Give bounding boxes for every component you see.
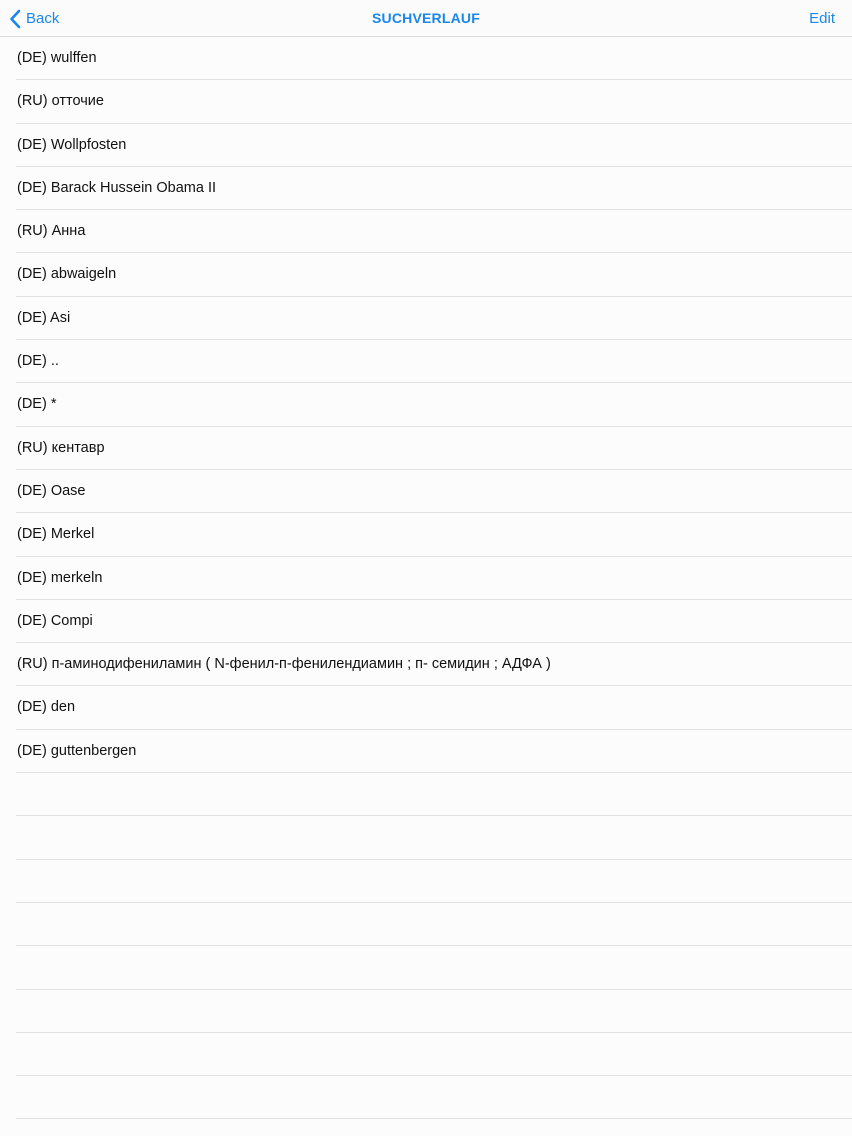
back-button-label: Back: [26, 10, 60, 27]
empty-row: [16, 903, 852, 946]
history-item-label: (RU) отточие: [17, 93, 104, 110]
history-item[interactable]: [16, 730, 852, 773]
history-item[interactable]: [16, 383, 852, 426]
empty-row: [16, 1076, 852, 1119]
history-item-label: (DE) *: [17, 396, 57, 413]
history-item-label: (DE) Wollpfosten: [17, 136, 127, 153]
history-item[interactable]: [16, 340, 852, 383]
empty-row: [16, 946, 852, 989]
history-item[interactable]: [16, 513, 852, 556]
history-item-label: (DE) den: [17, 699, 76, 716]
history-item-label: (RU) п-аминодифениламин ( N-фенил-п-фенилендиамин ; п- семидин ; АДФА ): [17, 656, 551, 673]
history-item[interactable]: [16, 427, 852, 470]
empty-row: [16, 1119, 852, 1136]
history-item[interactable]: [16, 600, 852, 643]
history-item-label: (DE) Barack Hussein Obama II: [17, 179, 217, 196]
history-item[interactable]: [16, 470, 852, 513]
history-list[interactable]: [0, 37, 852, 1136]
history-item-label: (DE) guttenbergen: [17, 742, 137, 759]
history-item-label: (DE) abwaigeln: [17, 266, 117, 283]
edit-button[interactable]: Edit: [809, 10, 835, 27]
history-item[interactable]: [16, 124, 852, 167]
history-item[interactable]: [16, 80, 852, 123]
empty-row: [16, 1033, 852, 1076]
history-item[interactable]: [16, 37, 852, 80]
history-item-label: (DE) Oase: [17, 482, 86, 499]
history-item-label: (DE) Compi: [17, 612, 93, 629]
history-item-label: (DE) wulffen: [17, 50, 97, 66]
empty-row: [16, 773, 852, 816]
history-item[interactable]: [16, 210, 852, 253]
page-title: SUCHVERLAUF: [372, 10, 480, 26]
empty-row: [16, 816, 852, 859]
empty-row: [16, 990, 852, 1033]
history-item-label: (RU) Анна: [17, 223, 86, 240]
empty-row: [16, 860, 852, 903]
history-item-label: (DE) Merkel: [17, 526, 95, 543]
history-item-label: (RU) кентавр: [17, 439, 105, 456]
history-item[interactable]: [16, 643, 852, 686]
history-item[interactable]: [16, 253, 852, 296]
history-item[interactable]: [16, 557, 852, 600]
navigation-bar: [0, 0, 852, 37]
history-item[interactable]: [16, 167, 852, 210]
history-item-label: (DE) merkeln: [17, 569, 103, 586]
history-item[interactable]: [16, 686, 852, 729]
back-button[interactable]: [9, 0, 59, 37]
chevron-left-icon: [9, 9, 21, 29]
history-item[interactable]: [16, 297, 852, 340]
history-item-label: (DE) Asi: [17, 309, 71, 326]
history-item-label: (DE) ..: [17, 353, 59, 370]
